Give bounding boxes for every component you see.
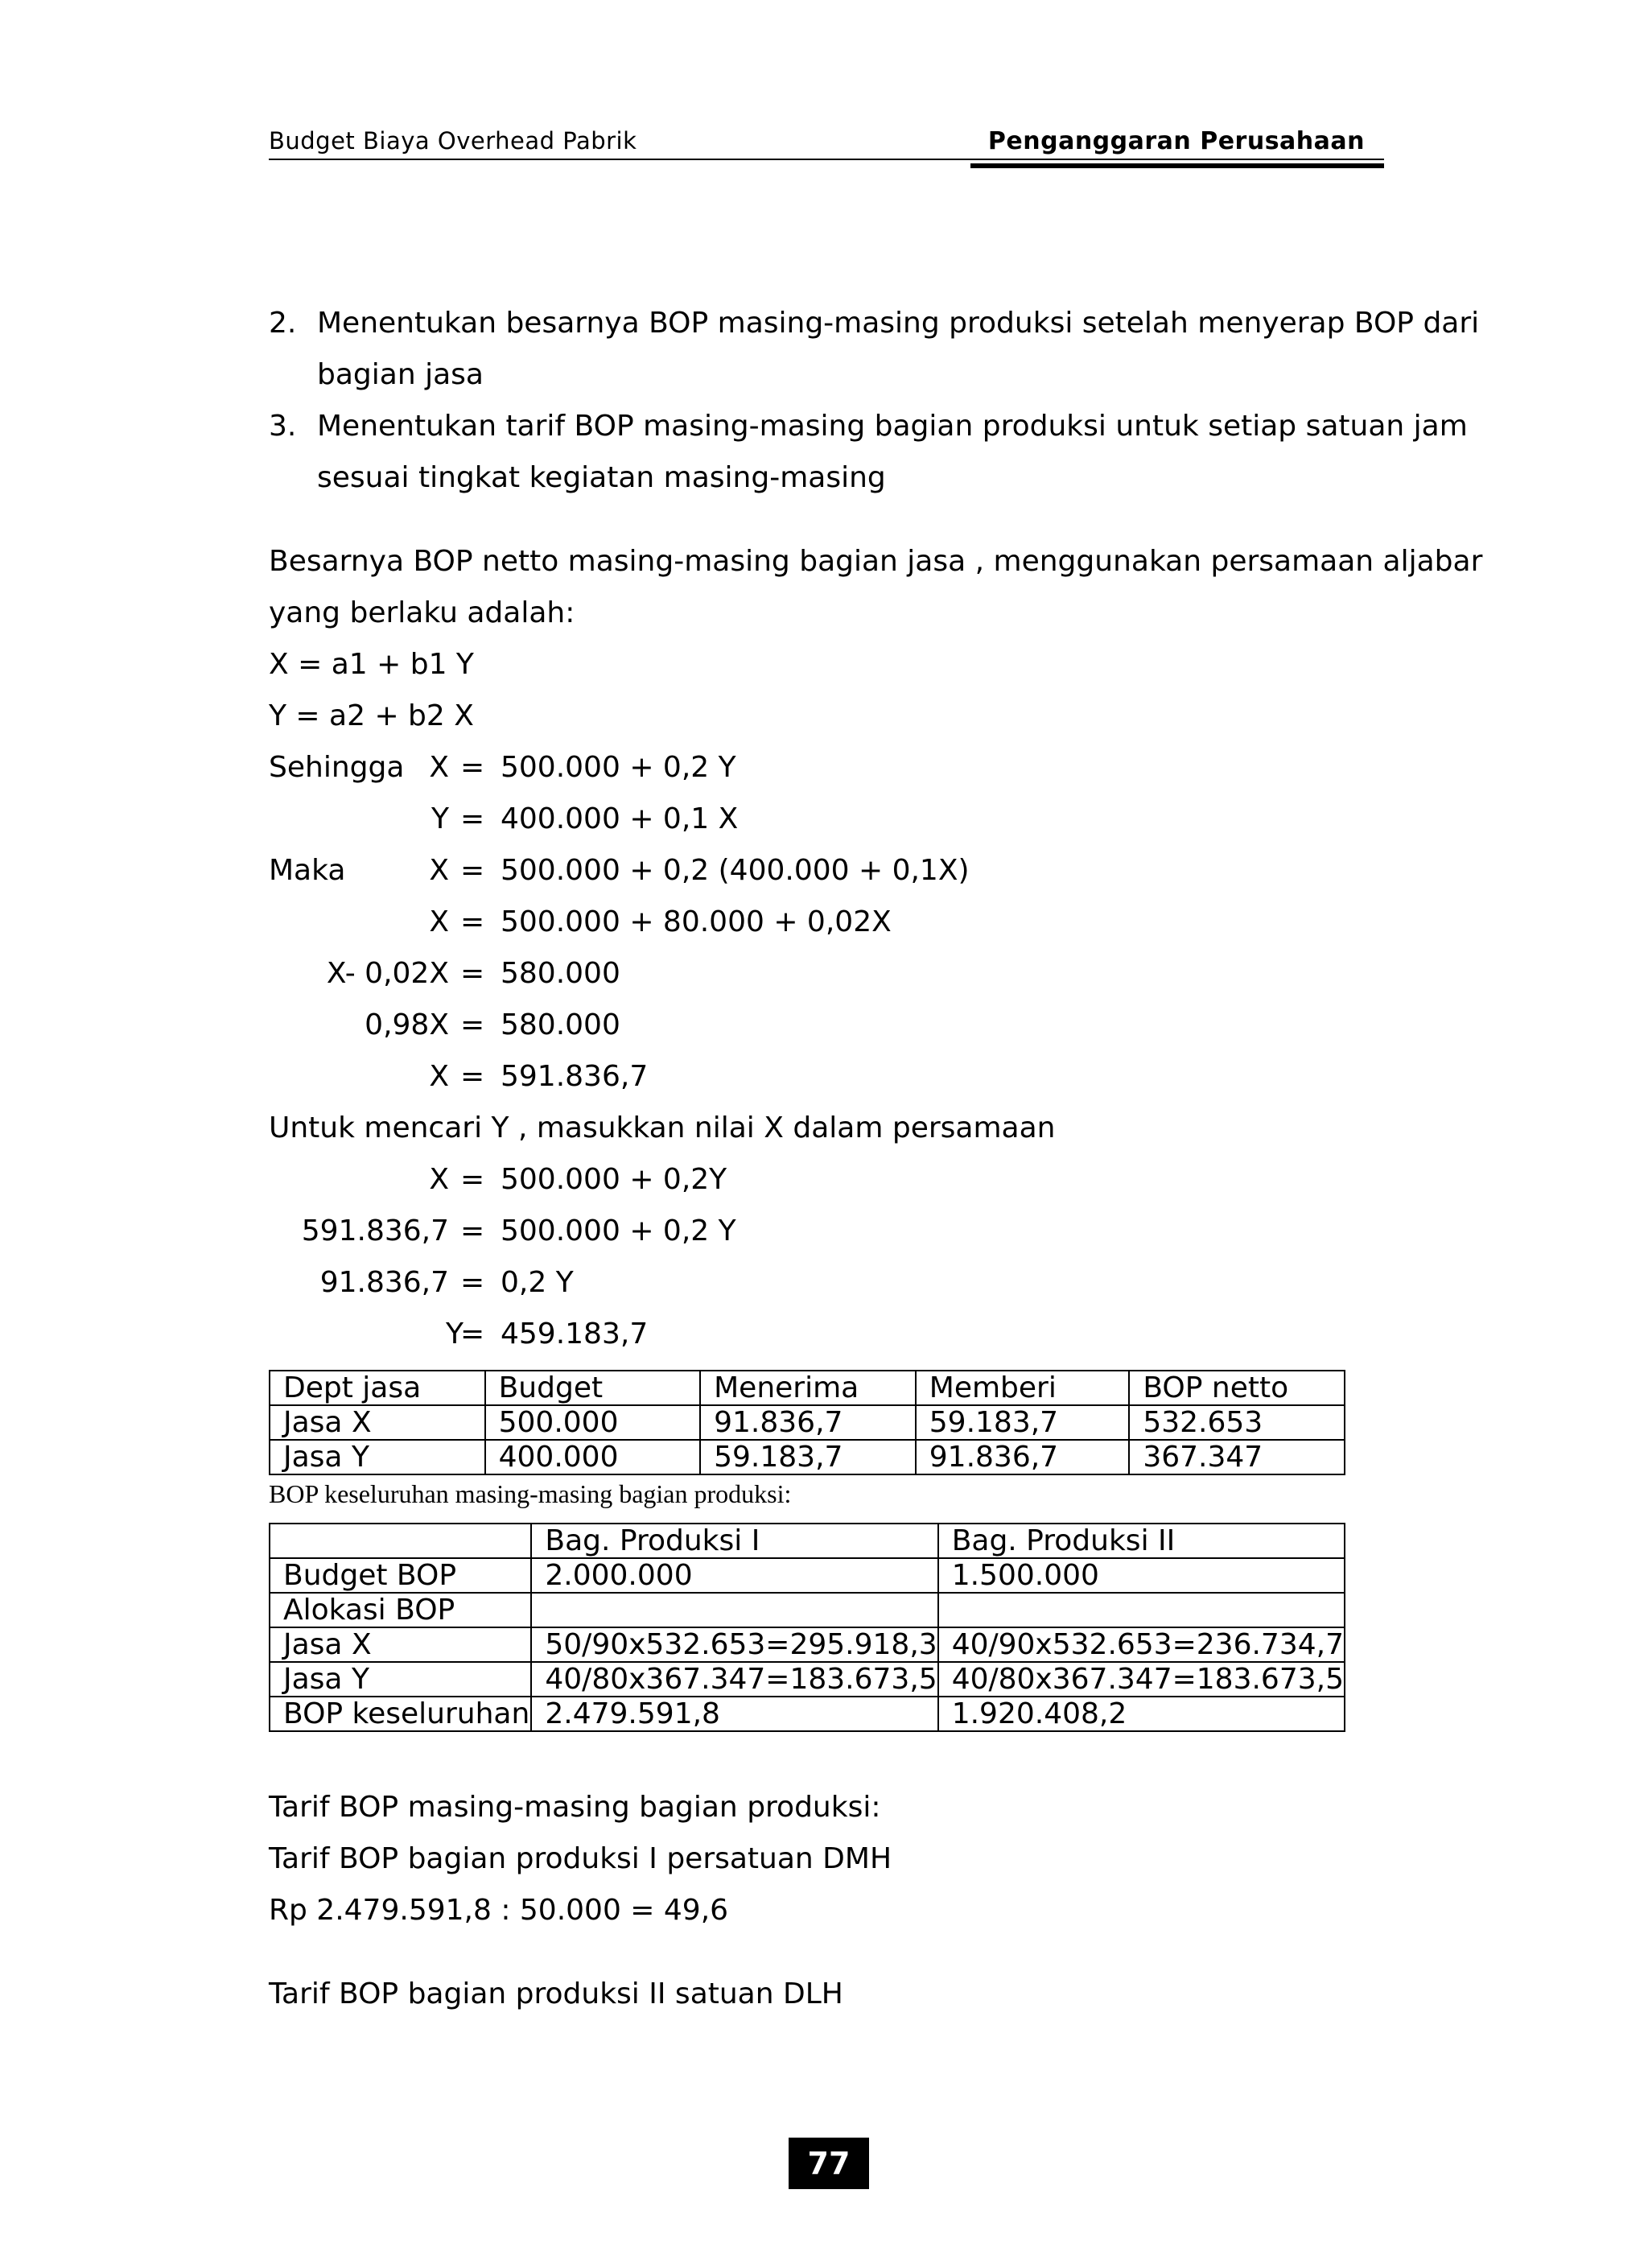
table-cell: 59.183,7 [700,1440,916,1474]
equation-lhs: X [429,1060,449,1093]
header-cell: Menerima [700,1371,916,1405]
table-header-row [270,1524,1345,1558]
paragraph: Untuk mencari Y , masukkan nilai X dalam persamaan [269,1111,1056,1144]
equals-sign: = [460,751,485,784]
equation-lhs: X- 0,02X [326,957,449,990]
table-cell: Budget BOP [270,1558,531,1593]
equation-rhs: 0,2 Y [501,1266,574,1299]
list-item-text: sesuai tingkat kegiatan masing-masing [317,461,886,494]
table-cell: 400.000 [485,1440,701,1474]
list-number: 3. [269,410,297,443]
paragraph: Besarnya BOP netto masing-masing bagian jasa , menggunakan persamaan aljabar [269,545,1483,578]
calculation: Rp 2.479.591,8 : 50.000 = 49,6 [269,1894,729,1927]
paragraph: Tarif BOP bagian produksi I persatuan DMH [269,1842,892,1875]
section-heading: Tarif BOP masing-masing bagian produksi: [269,1791,881,1824]
formula: X = a1 + b1 Y [269,648,474,681]
equation-rhs: 459.183,7 [501,1318,649,1350]
step-prefix: Sehingga [269,751,405,784]
table-cell: BOP keseluruhan [270,1697,531,1731]
equals-sign: = [460,1163,485,1196]
equation-rhs: 591.836,7 [501,1060,649,1093]
equation-rhs: 500.000 + 0,2Y [501,1163,727,1196]
equation-lhs: X [429,1163,449,1196]
header-cell: Bag. Produksi II [938,1524,1345,1558]
table-cell: 532.653 [1129,1405,1345,1440]
equation-lhs: Y [446,1318,464,1350]
table-cell [938,1593,1345,1627]
equation-lhs: X [429,751,449,784]
table-cell [531,1593,937,1627]
equation-rhs: 500.000 + 80.000 + 0,02X [501,905,892,938]
table-cell: 2.479.591,8 [531,1697,937,1731]
table-row [270,1697,1345,1731]
equation-lhs: 0,98X [365,1008,449,1041]
list-item-text: bagian jasa [317,358,484,391]
table-cell: Jasa X [270,1627,531,1662]
equals-sign: = [460,1266,485,1299]
formula: Y = a2 + b2 X [269,699,474,732]
equation-rhs: 500.000 + 0,2 Y [501,751,736,784]
equals-sign: = [460,1214,485,1247]
table-row [270,1662,1345,1697]
equation-lhs: 591.836,7 [301,1214,449,1247]
table-caption: BOP keseluruhan masing-masing bagian produksi: [269,1479,792,1508]
equation-lhs: Y [431,802,449,835]
header-cell: BOP netto [1129,1371,1345,1405]
table-cell: 40/80x367.347=183.673,5 [938,1662,1345,1697]
table-row [270,1627,1345,1662]
paragraph: Tarif BOP bagian produksi II satuan DLH [269,1977,843,2010]
table-cell: 91.836,7 [700,1405,916,1440]
table-row [270,1558,1345,1593]
equation-rhs: 580.000 [501,1008,620,1041]
table-cell: Jasa Y [270,1440,485,1474]
paragraph: yang berlaku adalah: [269,596,575,629]
header-cell: Budget [485,1371,701,1405]
equation-rhs: 400.000 + 0,1 X [501,802,739,835]
running-header-title: Budget Biaya Overhead Pabrik [269,127,637,155]
equation-rhs: 500.000 + 0,2 Y [501,1214,736,1247]
equals-sign: = [460,905,485,938]
table-cell: 367.347 [1129,1440,1345,1474]
equation-rhs: 500.000 + 0,2 (400.000 + 0,1X) [501,854,970,887]
equation-rhs: 580.000 [501,957,620,990]
table-cell: Alokasi BOP [270,1593,531,1627]
equals-sign: = [460,1008,485,1041]
list-item-text: Menentukan tarif BOP masing-masing bagian produksi untuk setiap satuan jam [317,410,1468,443]
list-number: 2. [269,307,297,340]
header-cell: Bag. Produksi I [531,1524,937,1558]
equals-sign: = [460,1318,485,1350]
table-cell: 40/80x367.347=183.673,5 [531,1662,937,1697]
equals-sign: = [460,1060,485,1093]
step-prefix: Maka [269,854,346,887]
table-cell: 1.920.408,2 [938,1697,1345,1731]
equals-sign: = [460,854,485,887]
running-header-book: Penganggaran Perusahaan [987,127,1365,155]
table-cell: 1.500.000 [938,1558,1345,1593]
table-cell: Jasa Y [270,1662,531,1697]
table-cell: 91.836,7 [916,1440,1130,1474]
equation-lhs: X [429,905,449,938]
table-row [270,1593,1345,1627]
header-rule [269,159,1384,160]
equals-sign: = [460,957,485,990]
header-cell [270,1524,531,1558]
table-cell: 500.000 [485,1405,701,1440]
table-cell: Jasa X [270,1405,485,1440]
table-header-row [270,1371,1345,1405]
equation-lhs: X [429,854,449,887]
table-row [270,1440,1345,1474]
equation-lhs: 91.836,7 [319,1266,449,1299]
header-cell: Dept jasa [270,1371,485,1405]
table-cell: 50/90x532.653=295.918,3 [531,1627,937,1662]
table-cell: 40/90x532.653=236.734,7 [938,1627,1345,1662]
equals-sign: = [460,802,485,835]
bop-keseluruhan-table [269,1523,1345,1732]
list-item-text: Menentukan besarnya BOP masing-masing produksi setelah menyerap BOP dari [317,307,1480,340]
table-cell: 59.183,7 [916,1405,1130,1440]
page-number: 77 [789,2138,869,2189]
header-cell: Memberi [916,1371,1130,1405]
table-cell: 2.000.000 [531,1558,937,1593]
header-rule-thick [970,163,1384,168]
bop-netto-table [269,1370,1345,1475]
table-row [270,1405,1345,1440]
